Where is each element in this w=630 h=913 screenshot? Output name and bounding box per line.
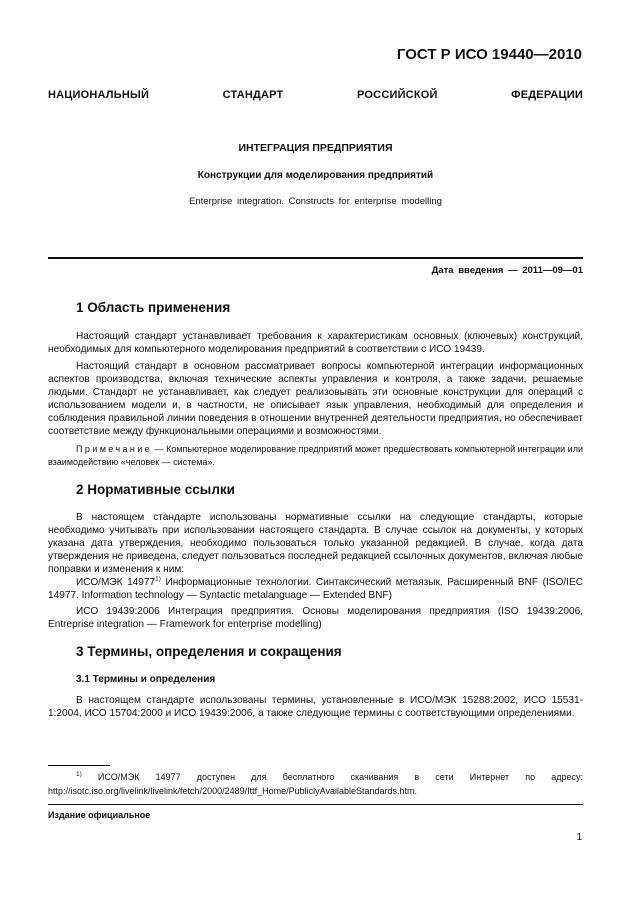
bottom-divider [48,804,583,805]
footnote-text: ИСО/МЭК 14977 доступен для бесплатного скачивания в сети Интернет по адресу: http://isotc.iso.org/livelink/livelink/fetch/2000/2489/Ittf_Home/PubliclyAvailableStandards.htm. [48,772,583,796]
footnote-marker: 1) [76,771,82,778]
note-text: — Компьютерное моделирование предприятий может предшествовать компьютерной интеграции или взаимодействию «человек — система». [48,444,583,467]
reference-1-code: ИСО/МЭК 14977 [76,577,156,588]
section-1-paragraph-2: Настоящий стандарт в основном рассматривает вопросы компьютерной интеграции информационных аспектов производства, включая технические аспекты управления и контроля, а также задачи, решаемые людьми. Стандарт не устанавливает, как следует реализовывать эти основные конструкции для операций с использованием модели и, в частности, не описывает язык управления, необходимый для определения и соблюдения правильной линии поведения в отношении внутренней деятельности предприятия, но обеспечивает соответствие между функциональными операциями и возможностями. [48,361,583,437]
section-1-note [48,443,583,469]
section-2-paragraph-1: В настоящем стандарте использованы нормативные ссылки на следующие стандарты, которые необходимо учитывать при использовании настоящего стандарта. В случае ссылок на документы, у которых указана дата утверждения, необходимо пользоваться только указанной редакцией. В случае, когда дата утверждения не приведена, следует пользоваться последней редакцией ссылочных документов, включая любые поправки и изменения к ним: [48,512,583,575]
reference-iso-iec-14977 [48,576,583,602]
reference-iso-19439: ИСО 19439:2006 Интеграция предприятия. Основы моделирования предприятия (ISO 19439:2006, Entreprise integration — Framework for enterprise modelling) [48,606,583,630]
section-1-heading: 1 Область применения [76,300,231,315]
section-2-heading: 2 Нормативные ссылки [76,482,235,497]
introduction-date: Дата введения — 2011—09—01 [431,265,583,276]
note-label: Примечание [76,444,153,454]
page-number: 1 [576,832,582,843]
document-subtitle: Конструкции для моделирования предприятий [197,170,434,181]
footnote-ref-marker[interactable]: 1) [155,575,161,583]
edition-label: Издание официальное [48,810,151,820]
document-title-english: Enterprise integration. Constructs for enterprise modelling [189,196,442,207]
section-3-paragraph-1: В настоящем стандарте использованы термины, установленные в ИСО/МЭК 15288:2002, ИСО 15531-1:2004, ИСО 15704:2000 и ИСО 19439:2006, а также следующие термины с соответствующими определениями. [48,695,583,719]
title-divider [48,257,583,259]
footnote-divider [48,765,110,766]
gost-number-header: ГОСТ Р ИСО 19440—2010 [396,46,582,63]
document-title: ИНТЕГРАЦИЯ ПРЕДПРИЯТИЯ [238,142,393,154]
reference-1-text: Информационные технологии. Синтаксический метаязык. Расширенный BNF (ISO/IEC 14977. Information technology — Syntactic metalanguage — Extended BNF) [48,577,583,601]
footnote [48,771,583,798]
section-1-paragraph-1: Настоящий стандарт устанавливает требования к характеристикам основных (ключевых) конструкций, необходимых для компьютерного моделирования предприятий в соответствии с ИСО 19439. [48,331,583,355]
subsection-3-1-heading: 3.1 Термины и определения [76,674,216,685]
section-3-heading: 3 Термины, определения и сокращения [76,644,342,659]
national-standard-banner: НАЦИОНАЛЬНЫЙ СТАНДАРТ РОССИЙСКОЙ ФЕДЕРАЦИИ [48,89,583,101]
